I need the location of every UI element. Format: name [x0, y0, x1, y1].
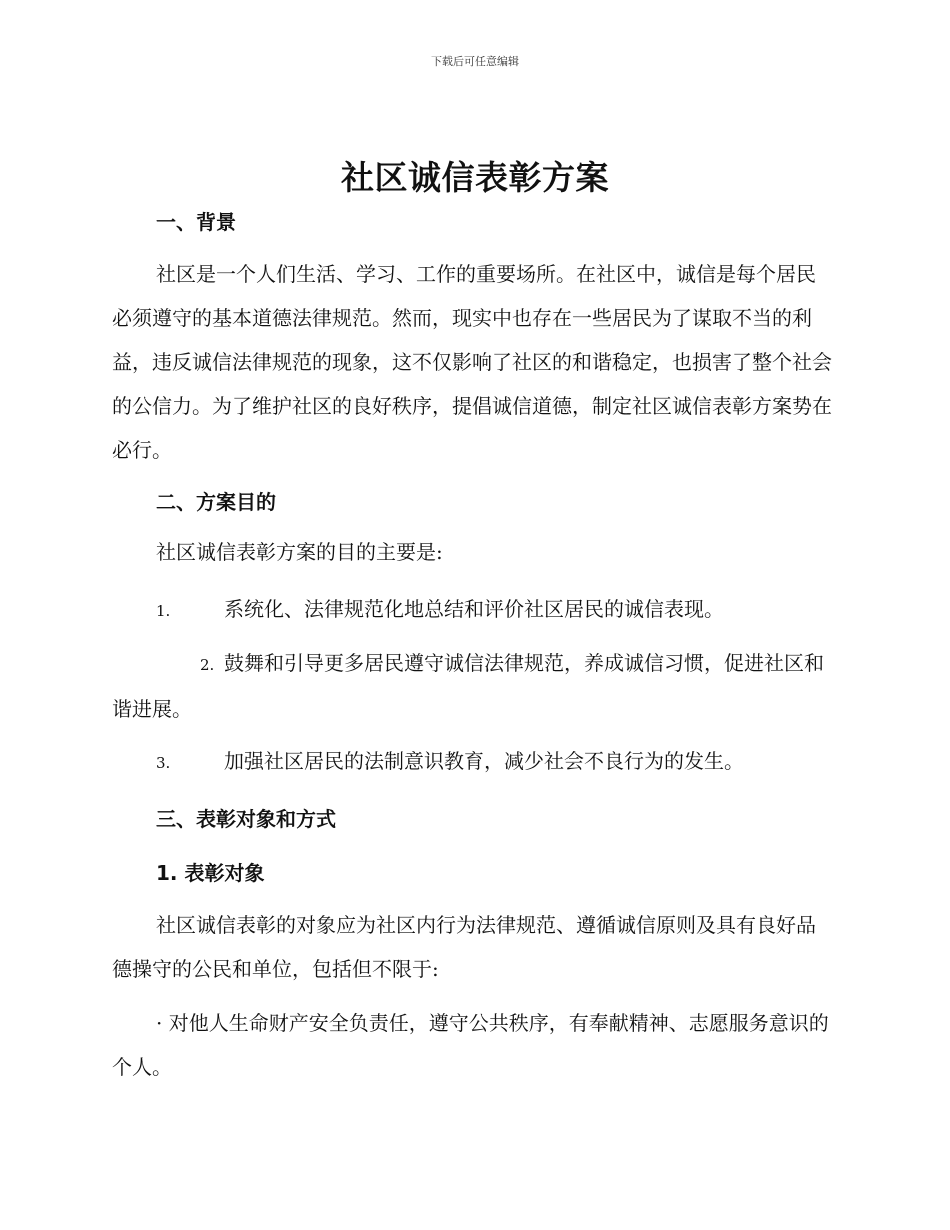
- list-item-text: 鼓舞和引导更多居民遵守诚信法律规范，养成诚信习惯，促进社区和谐进展。: [112, 651, 824, 721]
- list-item-number: 2.: [200, 656, 215, 674]
- list-item: [156, 739, 744, 785]
- list-item-number: 3.: [156, 754, 171, 772]
- list-item-text: 系统化、法律规范化地总结和评价社区居民的诚信表现。: [224, 597, 724, 621]
- section-heading-background: 一、背景: [156, 210, 236, 234]
- list-item: [112, 641, 834, 731]
- paragraph-purpose-intro: 社区诚信表彰方案的目的主要是:: [156, 540, 443, 564]
- sub-heading-targets: 1. 表彰对象: [156, 861, 265, 885]
- page-header-note: 下载后可任意编辑: [431, 55, 519, 68]
- list-item-number: 1.: [156, 602, 171, 620]
- list-item: [156, 587, 724, 633]
- paragraph-targets: 社区诚信表彰的对象应为社区内行为法律规范、遵循诚信原则及具有良好品德操守的公民和单位，包括但不限于:: [112, 913, 816, 981]
- paragraph-background: 社区是一个人们生活、学习、工作的重要场所。在社区中，诚信是每个居民必须遵守的基本道德法律规范。然而，现实中也存在一些居民为了谋取不当的利益，违反诚信法律规范的现象，这不仅影响了社区的和谐稳定，也损害了整个社会的公信力。为了维护社区的良好秩序，提倡诚信道德，制定社区诚信表彰方案势在必行。: [112, 262, 832, 462]
- list-item-text: 加强社区居民的法制意识教育，减少社会不良行为的发生。: [224, 749, 744, 773]
- document-title: 社区诚信表彰方案: [341, 158, 609, 197]
- bullet-item: · 对他人生命财产安全负责任，遵守公共秩序，有奉献精神、志愿服务意识的个人。: [112, 1011, 829, 1079]
- section-heading-purpose: 二、方案目的: [156, 490, 276, 514]
- section-heading-targets: 三、表彰对象和方式: [156, 807, 336, 831]
